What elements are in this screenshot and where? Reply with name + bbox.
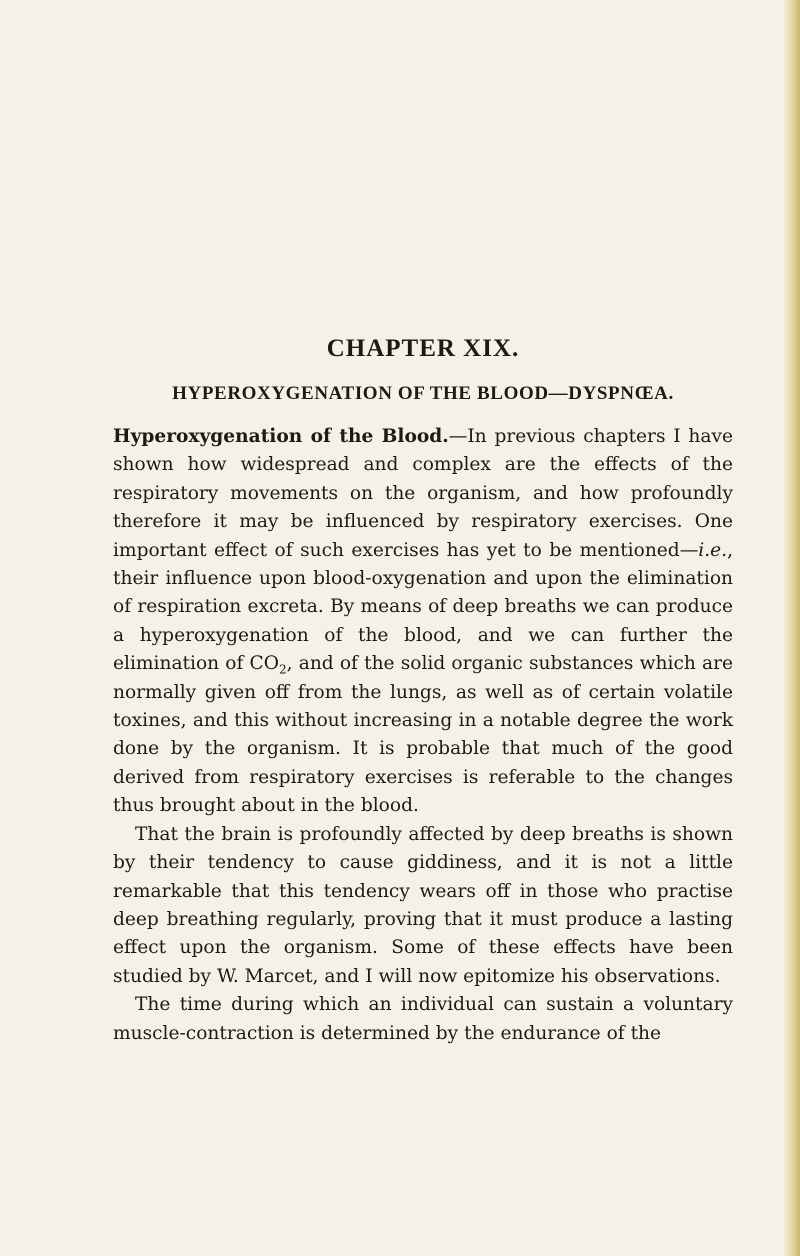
lead-dash: — [448, 426, 468, 447]
chapter-title: CHAPTER XIX. [326, 335, 520, 362]
paragraph-1-text-c: , and of the solid organic substances which are normally given off from the lungs, as well as of certain volatile toxines, and this without increasing in a notable degree the work done by the organism. It is probable that much of the good derived from respiratory exercises is referable to the changes thus brought about in the blood. [113, 653, 733, 817]
paragraph-3: The time during which an individual can sustain a voluntary muscle-contraction is determined by the endurance of the [113, 994, 733, 1044]
co2-subscript: 2 [279, 662, 287, 677]
page-text [113, 332, 733, 1048]
section-title: HYPEROXYGENATION OF THE BLOOD—DYSPNŒA. [172, 383, 674, 404]
paragraph-1-text-b: , their influence upon blood-oxygenation and upon the elimination of respiration excreta. By means of deep breaths we can produce a hyperoxygenation of the blood, and we can further the elimination of CO [113, 539, 733, 675]
ie-abbreviation: i.e. [698, 539, 728, 561]
lead-term: Hyperoxygenation of the Blood. [113, 426, 449, 447]
page-edge [784, 0, 800, 1256]
paragraph-2: That the brain is profoundly affected by deep breaths is shown by their tendency to cause giddiness, and it is not a little remarkable that this tendency wears off in those who practise deep breathing regularly, proving that it must produce a lasting effect upon the organism. Some of these effects have been studied by W. Marcet, and I will now epitomize his observations. [113, 823, 733, 987]
paragraph-1-text-a: In previous chapters I have shown how widespread and complex are the effects of the respiratory movements on the organism, and how profoundly therefore it may be influenced by respiratory exercises. One important effect of such exercises has yet to be mentioned— [113, 426, 733, 561]
paragraph-1 [113, 423, 733, 821]
